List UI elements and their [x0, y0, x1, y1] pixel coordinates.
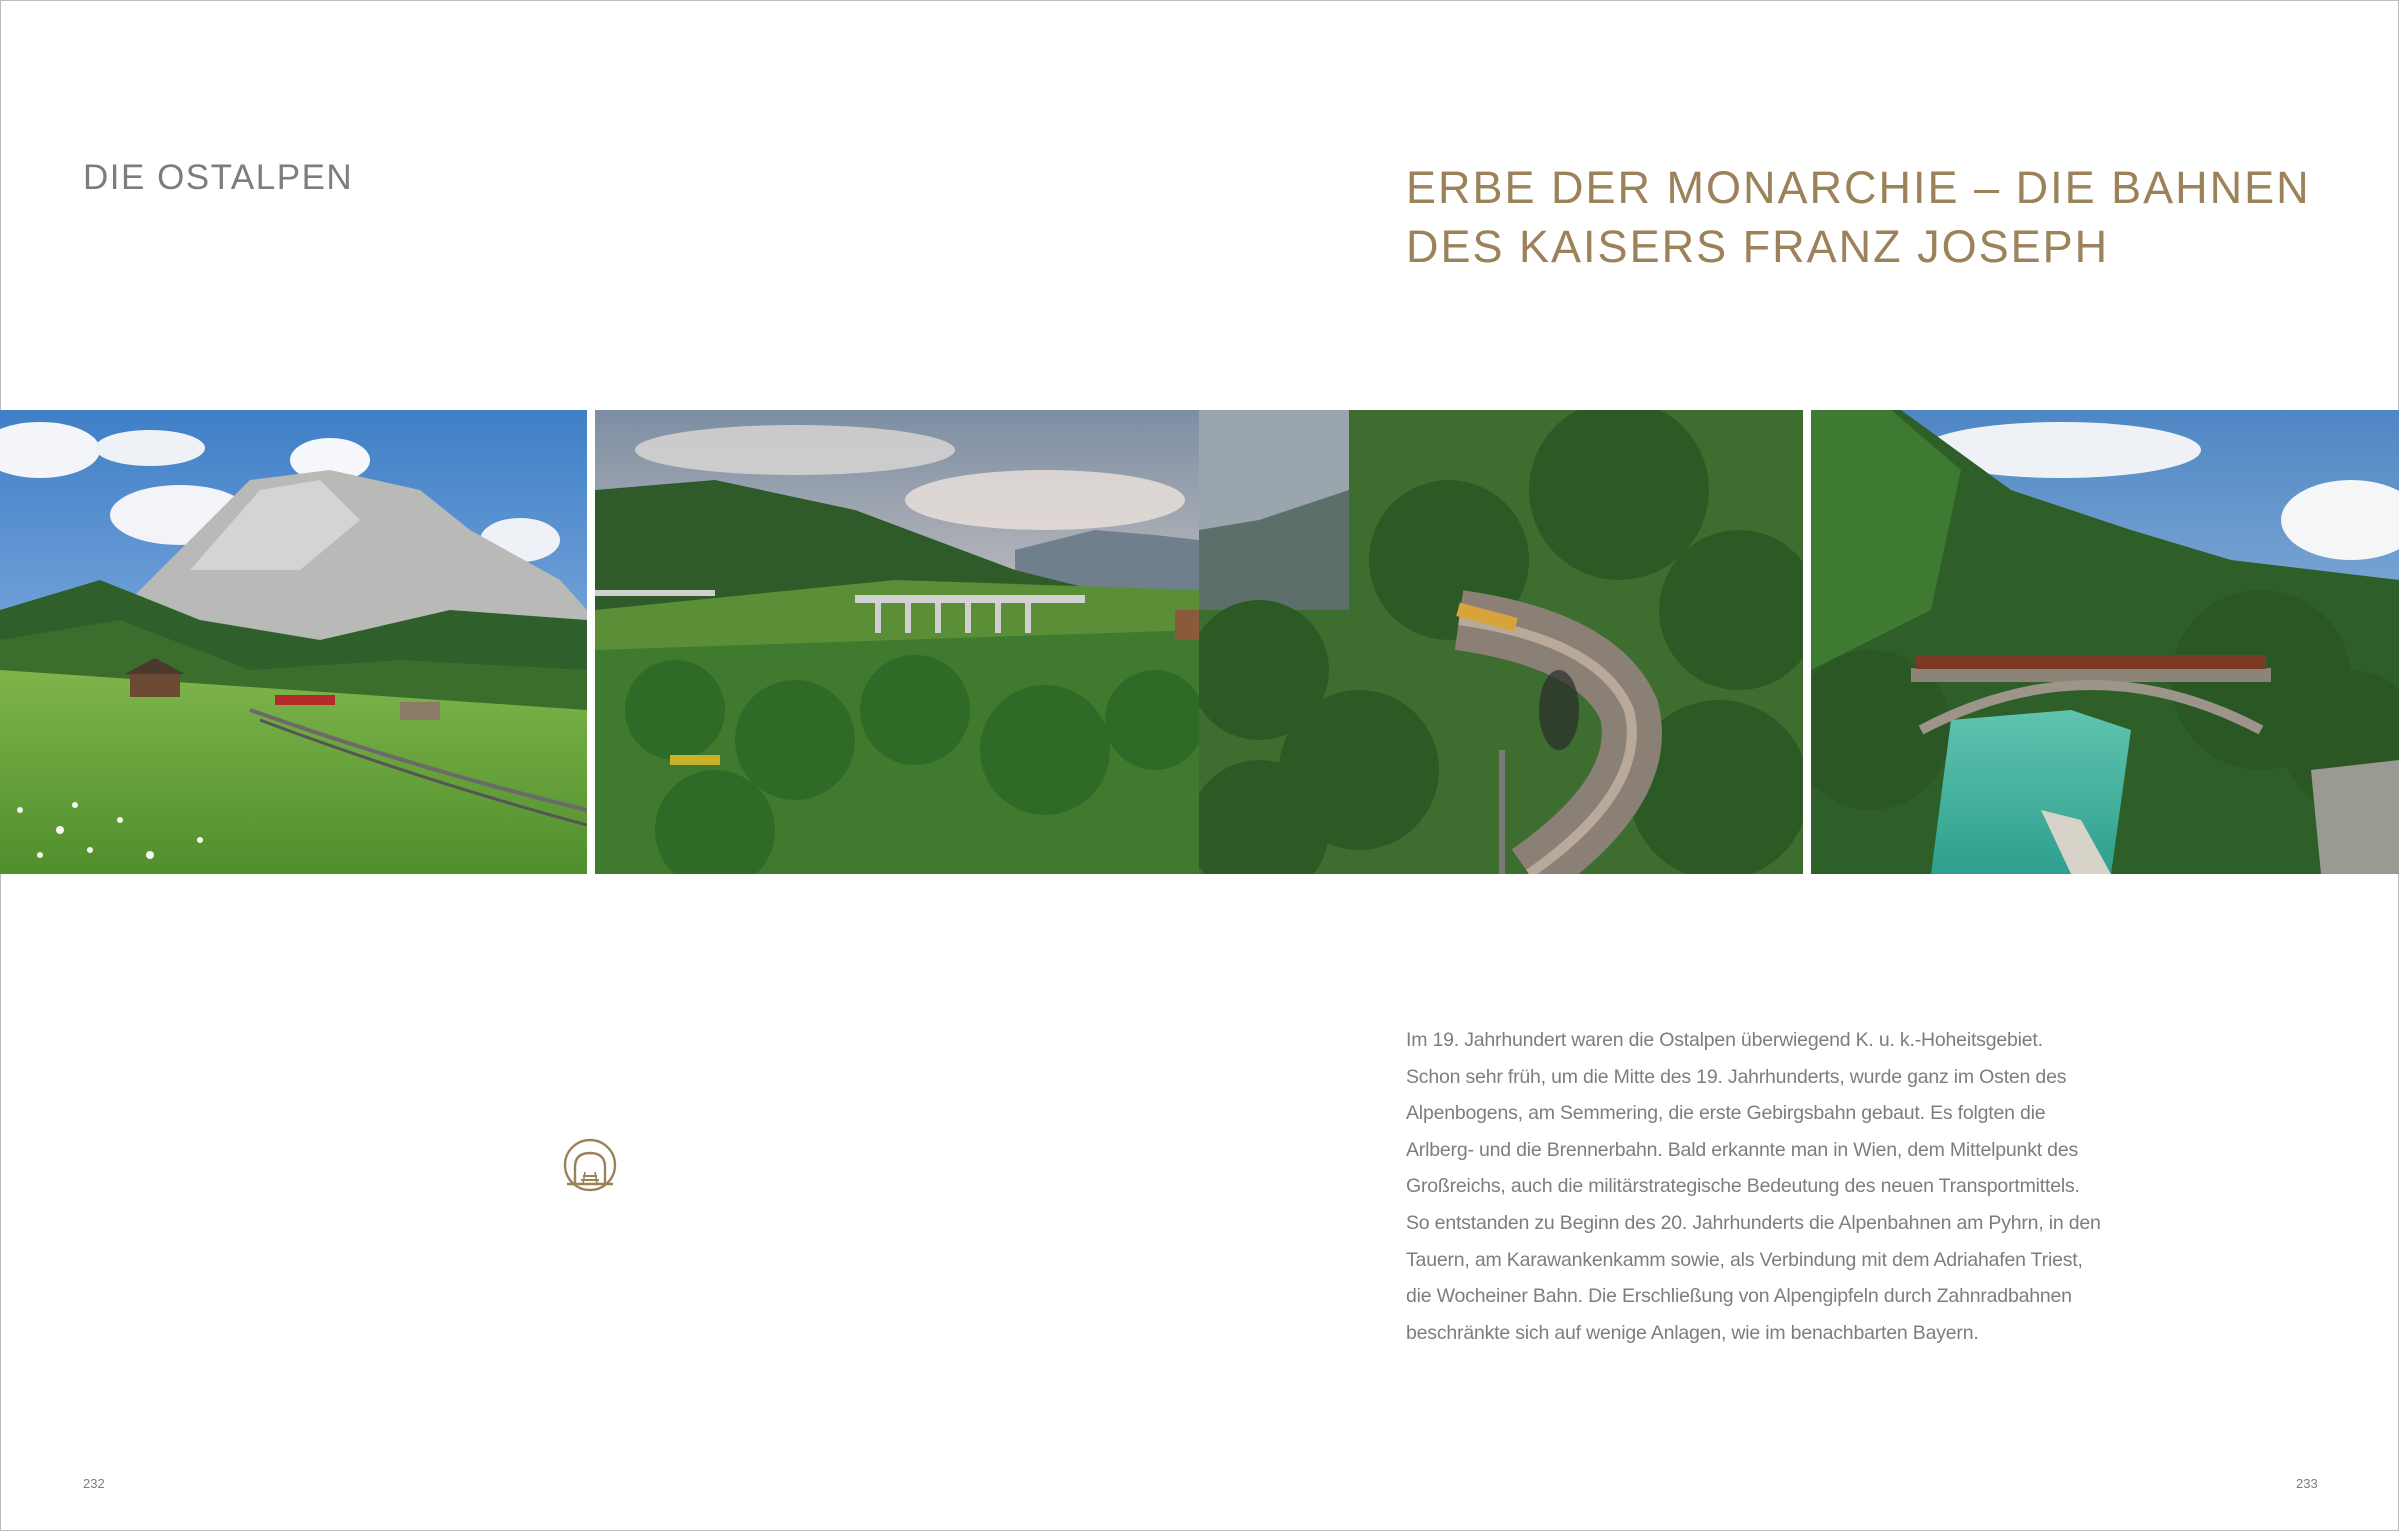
river-bridge-train-photo — [1811, 410, 2399, 874]
body-text-line: die Wocheiner Bahn. Die Erschließung von Alpengipfeln durch Zahnradbahnen — [1406, 1285, 2072, 1308]
mountain-meadow-railway-photo — [0, 410, 587, 874]
body-text-line: Im 19. Jahrhundert waren die Ostalpen überwiegend K. u. k.-Hoheitsgebiet. — [1406, 1029, 2043, 1051]
valley-viaduct-photo — [595, 410, 1199, 874]
body-text-line: Arlberg- und die Brennerbahn. Bald erkannte man in Wien, dem Mittelpunkt des — [1406, 1138, 2079, 1161]
chapter-heading — [1406, 158, 2311, 276]
tunnel-icon — [561, 1138, 619, 1192]
curved-viaduct-train-photo — [1199, 410, 1803, 874]
page-number-right: 233 — [2296, 1476, 2318, 1491]
chapter-heading-line: ERBE DER MONARCHIE – DIE BAHNEN — [1406, 162, 2311, 213]
body-text-line: Schon sehr früh, um die Mitte des 19. Jahrhunderts, wurde ganz im Osten des — [1406, 1065, 2067, 1088]
body-text-line: So entstanden zu Beginn des 20. Jahrhunderts die Alpenbahnen am Pyhrn, in den — [1406, 1211, 2101, 1234]
page-number-left: 232 — [83, 1476, 105, 1491]
body-text-line: Großreichs, auch die militärstrategische Bedeutung des neuen Transportmittels. — [1406, 1175, 2080, 1198]
body-text — [1406, 1022, 2106, 1351]
body-text-line: Tauern, am Karawankenkamm sowie, als Verbindung mit dem Adriahafen Triest, — [1406, 1248, 2083, 1271]
section-title: DIE OSTALPEN — [83, 158, 354, 197]
body-text-line: Alpenbogens, am Semmering, die erste Gebirgsbahn gebaut. Es folgten die — [1406, 1102, 2046, 1125]
chapter-heading-line: DES KAISERS FRANZ JOSEPH — [1406, 221, 2110, 272]
body-text-line: beschränkte sich auf wenige Anlagen, wie im benachbarten Bayern. — [1406, 1321, 1979, 1344]
